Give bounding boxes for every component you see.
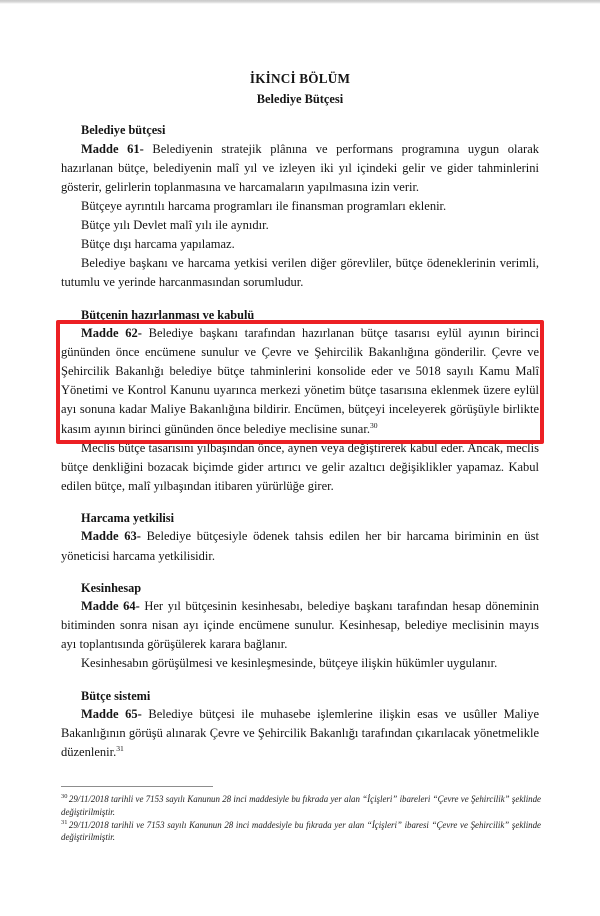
footnote-text: 29/11/2018 tarihli ve 7153 sayılı Kanunun 28 inci maddesiyle bu fıkrada yer alan “İçişleri” ibareleri “Çevre ve Şehircilik” şeklinde değiştirilmiştir. — [61, 794, 541, 817]
paragraph-61-5: Belediye başkanı ve harcama yetkisi verilen diğer görevliler, bütçe ödeneklerinin verimli, tutumlu ve yerinde harcanmasından sorumludur. — [61, 256, 539, 290]
paragraph-text: Belediyenin stratejik plânına ve performans programına uygun olarak hazırlanan bütçe, belediyenin malî yıl ve izleyen iki yıl içindeki gelir ve gider tahminlerini gösterir, gelirlerin toplanmasına ve harcamaların yapılmasına izin verir. — [61, 142, 539, 195]
section-heading-harcama-yetkilisi: Harcama yetkilisi — [81, 510, 175, 525]
footnote-31 — [61, 819, 541, 845]
paragraph-madde-61 — [61, 140, 539, 197]
section-heading-butcenin-hazirlanmasi: Bütçenin hazırlanması ve kabulü — [81, 307, 255, 322]
paragraph-64-2: Kesinhesabın görüşülmesi ve kesinleşmesinde, bütçeye ilişkin hükümler uygulanır. — [81, 656, 498, 671]
paragraph-madde-63 — [61, 527, 539, 565]
article-label-65: Madde 65- — [81, 707, 142, 722]
footnote-text: 29/11/2018 tarihli ve 7153 sayılı Kanunun 28 inci maddesiyle bu fıkrada yer alan “İçişleri” ibaresi “Çevre ve Şehircilik” şeklinde değiştirilmiştir. — [61, 819, 541, 843]
paragraph-madde-65 — [61, 705, 539, 762]
chapter-subtitle: Belediye Bütçesi — [256, 91, 344, 106]
chapter-title: İKİNCİ BÖLÜM — [249, 71, 351, 86]
paragraph-madde-64 — [61, 597, 539, 654]
footnote-ref-31: 31 — [116, 744, 124, 754]
article-label-61: Madde 61- — [81, 142, 144, 157]
footnote-area — [61, 786, 541, 844]
paragraph-text: Belediye bütçesiyle ödenek tahsis edilen her bir harcama biriminin en üst yöneticisi harcama yetkilisidir. — [61, 529, 539, 563]
chapter-heading-block — [0, 70, 600, 108]
paragraph-text: Her yıl bütçesinin kesinhesabı, belediye başkanı tarafından hesap döneminin bitiminden sonra nisan ayı içinde encümene sunulur. Kesinhesap, belediye meclisinin mayıs ayı toplantısında görüşülerek karara bağlanır. — [61, 599, 539, 652]
paragraph-text: Belediye bütçesi ile muhasebe işlemlerine ilişkin esas ve usûller Maliye Bakanlığının görüşü alınarak Çevre ve Şehircilik Bakanlığı tarafından çıkarılacak yönetmelikle düzenlenir. — [61, 707, 540, 760]
paragraph-madde-62 — [61, 324, 539, 438]
document-page — [0, 4, 600, 916]
footnote-ref-30: 30 — [369, 420, 378, 430]
paragraph-61-2: Bütçeye ayrıntılı harcama programları ile finansman programları eklenir. — [81, 199, 447, 214]
footnote-separator-rule — [61, 786, 213, 787]
article-label-62: Madde 62- — [81, 326, 142, 341]
paragraph-61-4: Bütçe dışı harcama yapılamaz. — [81, 237, 235, 252]
paragraph-61-3: Bütçe yılı Devlet malî yılı ile aynıdır. — [81, 218, 269, 233]
section-heading-butce-sistemi: Bütçe sistemi — [81, 688, 151, 703]
section-heading-kesinhesap: Kesinhesap — [81, 580, 142, 595]
section-heading-belediye-butcesi: Belediye bütçesi — [81, 123, 166, 138]
article-label-63: Madde 63- — [81, 529, 141, 544]
paragraph-62-2: Meclis bütçe tasarısını yılbaşından önce, aynen veya değiştirerek kabul eder. Ancak, meclis bütçe denkliğini bozacak biçimde gider artırıcı ve gelir azaltıcı değişiklikler yapamaz. Kabul edilen bütçe, malî yılbaşından itibaren yürürlüğe girer. — [61, 440, 539, 493]
article-label-64: Madde 64- — [81, 599, 140, 614]
footnote-marker-31: 31 — [61, 818, 68, 826]
paragraph-text: Belediye başkanı tarafından hazırlanan bütçe tasarısı eylül ayının birinci gününden önce encümene sunulur ve Çevre ve Şehircilik Bakanlığına gönderilir. Çevre ve Şehircilik Bakanlığı belediye bütçe tahminlerini konsolide eder ve 5018 sayılı Kamu Malî Yönetimi ve Kontrol Kanunu uyarınca merkezi yönetim bütçe tasarısına eklenmek üzere eylül ayı sonuna kadar Maliye Bakanlığına bildirir. Encümen, bütçeyi inceleyerek görüşüyle birlikte kasım ayının birinci gününden önce belediye meclisine sunar. — [61, 326, 540, 436]
document-body — [61, 121, 539, 762]
footnote-marker-30: 30 — [61, 793, 68, 801]
footnote-30 — [61, 793, 541, 819]
